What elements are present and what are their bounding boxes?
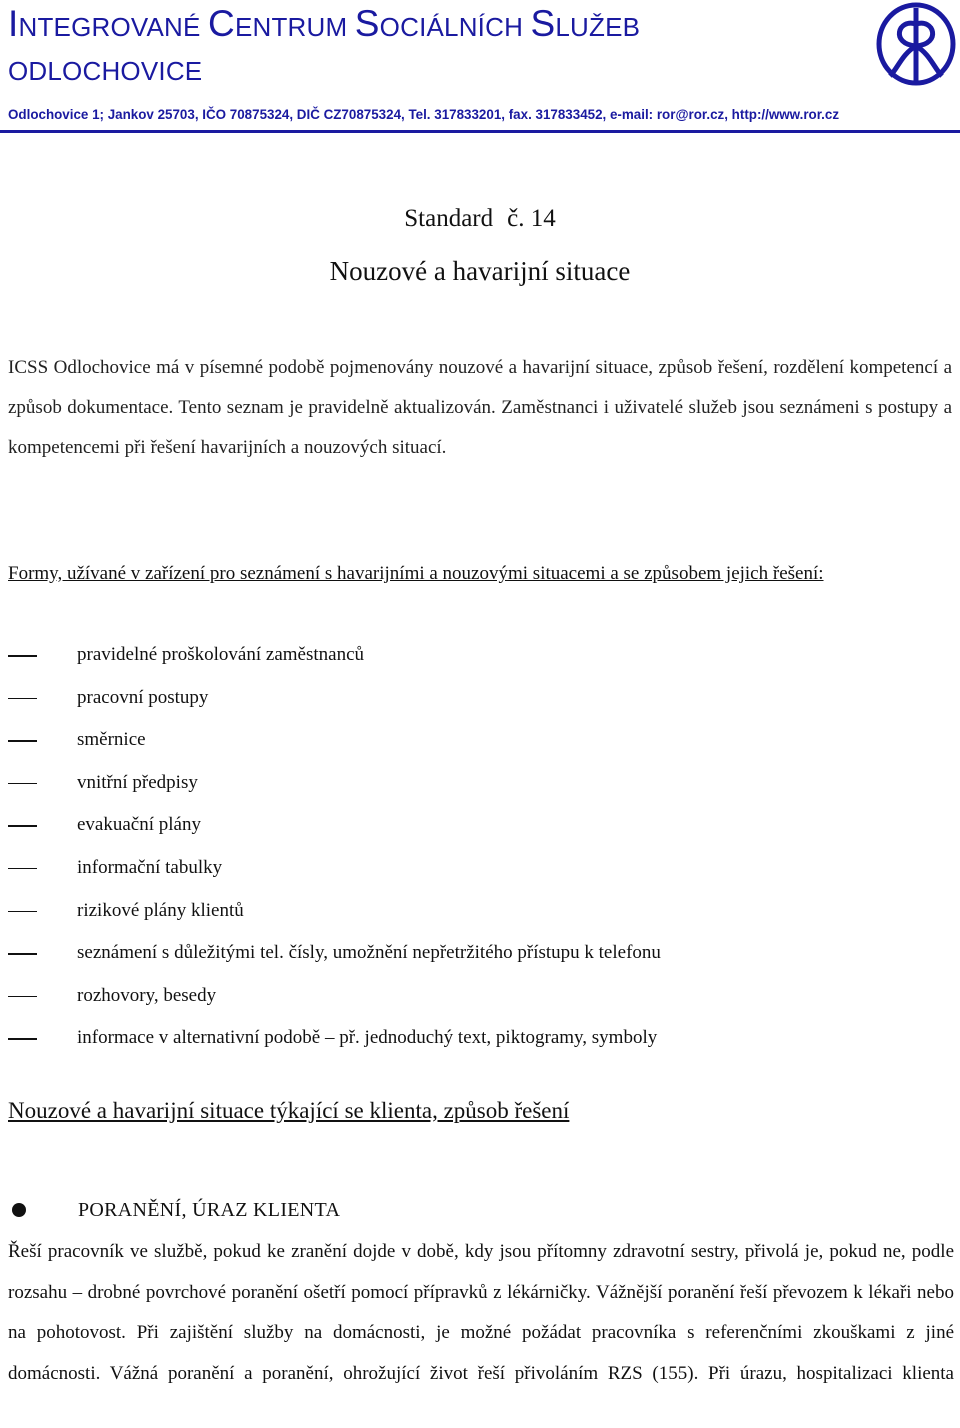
round-bullet-icon [12,1203,26,1217]
list-item [8,634,948,677]
list-item [8,719,948,762]
org-name-initial: S [354,3,380,44]
org-name-word: OCIÁLNÍCH [379,12,531,42]
list-item-label: pravidelné proškolování zaměstnanců [77,644,365,665]
list-item [8,762,948,805]
list-item-label: směrnice [77,729,146,751]
dash-bullet-icon [8,655,37,657]
dash-bullet-icon [8,740,37,742]
intro-text: ICSS Odlochovice má v písemné podobě pojmenovány nouzové a havarijní situace, způsob řešení, rozdělení kompetencí a způsob dokumentace. Tento seznam je pravidelně aktualizován. Zaměstnanci i uživatelé služeb jsou seznámeni s postupy a kompetencemi při řešení havarijních a nouzových situací. [8,357,952,458]
list-item [8,1017,948,1060]
list-item-label: informační tabulky [77,856,223,878]
list-item-label: pracovní postupy [77,686,209,708]
dash-bullet-icon [8,825,37,827]
org-name-word: LUŽEB [555,12,641,42]
intro-paragraph [8,348,952,468]
list-item-label: vnitřní předpisy [77,771,198,793]
organization-name [8,2,868,93]
organization-contact-line: Odlochovice 1; Jankov 25703, IČO 70875324, DIČ CZ70875324, Tel. 317833201, fax. 317833452, e-mail: ror@ror.cz, http://www.ror.cz [8,107,840,122]
organization-emblem-icon [876,2,956,86]
org-name-word: NTEGROVANÉ [18,12,209,42]
subsection-heading: PORANĚNÍ, ÚRAZ KLIENTA [78,1199,341,1221]
org-name-word: ENTRUM [234,12,355,42]
standard-number [0,205,960,233]
header-divider [0,130,960,133]
list-item-label: informace v alternativní podobě – př. jednoduchý text, piktogramy, symboly [77,1027,658,1049]
dash-bullet-icon [8,953,37,955]
list-item-label: rozhovory, besedy [77,984,217,1006]
dash-bullet-icon [8,698,37,700]
standard-title: Nouzové a havarijní situace [329,256,631,286]
list-item [8,677,948,720]
org-name-initial: S [530,3,556,44]
list-item [8,975,948,1018]
standard-label: Standard [404,205,494,232]
dash-bullet-icon [8,911,37,913]
org-name-initial: C [208,3,235,44]
forms-list [8,634,948,1060]
dash-bullet-icon [8,996,37,998]
org-name-initial: I [8,3,19,44]
dash-bullet-icon [8,1038,37,1040]
list-item [8,890,948,933]
standard-number-value: č. 14 [507,205,556,232]
list-item [8,847,948,890]
list-item-label: seznámení s důležitými tel. čísly, umožnění nepřetržitého přístupu k telefonu [77,942,661,964]
list-item-label: rizikové plány klientů [77,899,244,921]
org-name-place: ODLOCHOVICE [8,56,203,86]
forms-heading: Formy, užívané v zařízení pro seznámení s havarijními a nouzovými situacemi a se způsobem jejich řešení: [8,563,824,584]
list-item-label: evakuační plány [77,814,201,836]
injury-procedure-paragraph: Řeší pracovník ve službě, pokud ke zranění dojde v době, kdy jsou přítomny zdravotní sestry, přivolá je, pokud ne, podle rozsahu – drobné povrchové poranění ošetří pomocí přípravků z lékárničky. Vážnější poranění řeší převozem k lékaři nebo na pohotovost. Při zajištění služby na domácnosti, je možné požádat pracovníka s referenčními zkouškami z jiné domácnosti. Vážná poranění a poranění, ohrožující život řeší přivoláním RZS (155). Při úrazu, hospitalizaci klienta [8,1241,954,1384]
list-item [8,932,948,975]
section-heading: Nouzové a havarijní situace týkající se klienta, způsob řešení [8,1098,570,1123]
dash-bullet-icon [8,783,37,785]
list-item [8,804,948,847]
dash-bullet-icon [8,868,37,870]
